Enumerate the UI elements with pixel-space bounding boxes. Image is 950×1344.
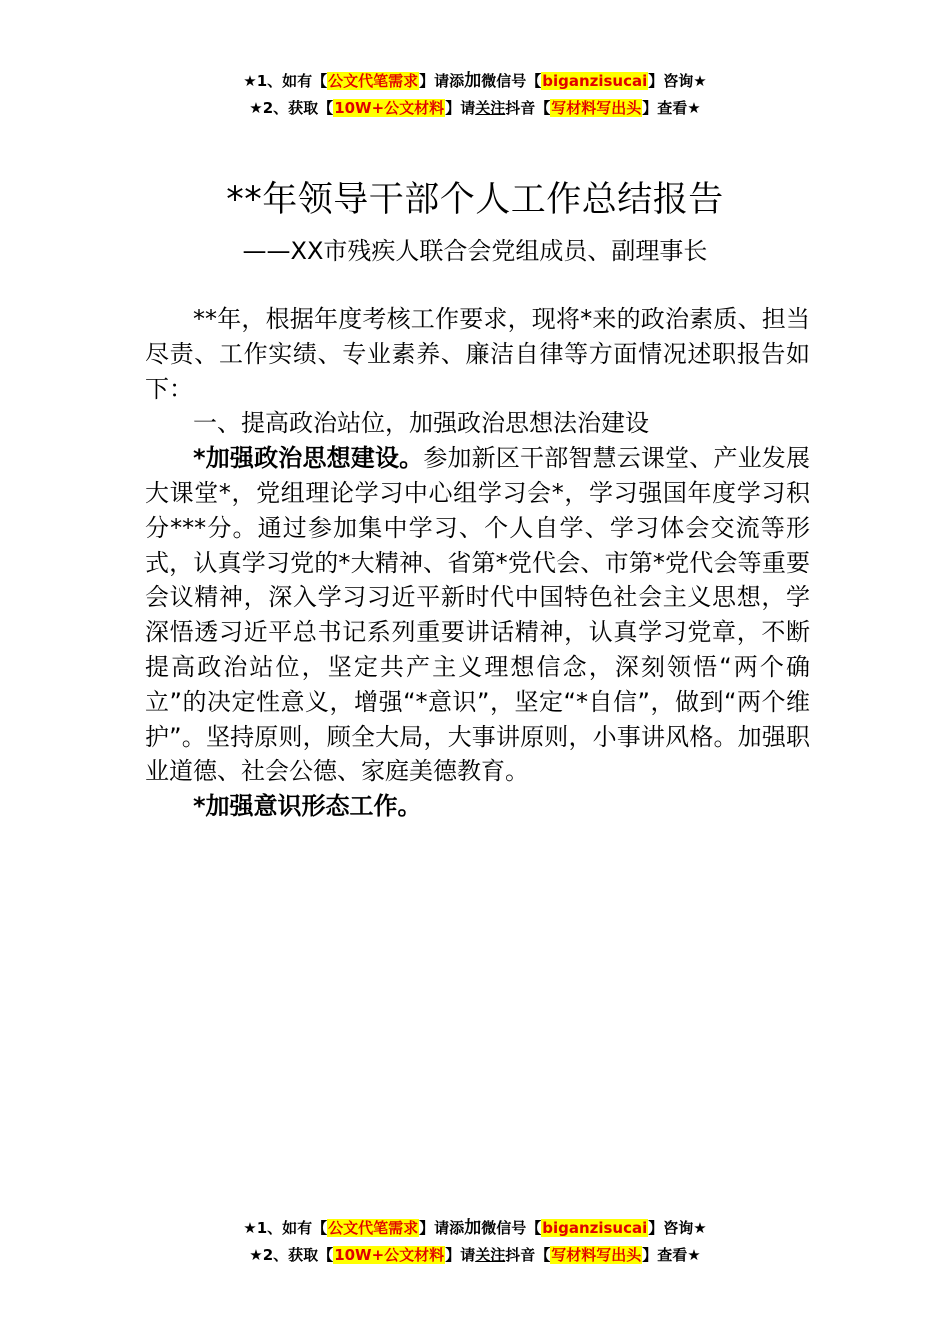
highlight-service: 公文代笔需求 <box>328 1219 419 1237</box>
paragraph-ideology <box>145 789 810 824</box>
document-title: **年领导干部个人工作总结报告 <box>226 180 724 220</box>
banner-line-1: ★1、如有【公文代笔需求】请添加微信号【biganzisucai】咨询★ <box>243 1218 707 1238</box>
banner-line-2: ★2、获取【10W+公文材料】请关注抖音【写材料写出头】查看★ <box>249 1246 701 1264</box>
highlight-materials: 10W+公文材料 <box>334 99 445 117</box>
document-body <box>145 302 810 824</box>
banner-line-2: ★2、获取【10W+公文材料】请关注抖音【写材料写出头】查看★ <box>249 99 701 117</box>
highlight-douyin-account: 写材料写出头 <box>551 1246 642 1264</box>
intro-paragraph: **年，根据年度考核工作要求，现将*来的政治素质、担当尽责、工作实绩、专业素养、廉洁自律等方面情况述职报告如下： <box>145 305 810 403</box>
paragraph-political-building: *加强政治思想建设。参加新区干部智慧云课堂、产业发展大课堂*，党组理论学习中心组学习会*，学习强国年度学习积分***分。通过参加集中学习、个人自学、学习体会交流等形式，认真学习党的*大精神、省第*党代会、市第*党代会等重要会议精神，深入学习习近平新时代中国特色社会主义思想，学深悟透习近平总书记系列重要讲话精神，认真学习党章，不断提高政治站位，坚定共产主义理想信念，深刻领悟“两个确立”的决定性意义，增强“*意识”，坚定“*自信”，做到“两个维护”。坚持原则，顾全大局，大事讲原则，小事讲风格。加强职业道德、社会公德、家庭美德教育。 <box>145 444 810 786</box>
highlight-materials: 10W+公文材料 <box>334 1246 445 1264</box>
highlight-wechat-id: biganzisucai <box>542 72 648 90</box>
banner-line-1: ★1、如有【公文代笔需求】请添加微信号【biganzisucai】咨询★ <box>243 71 707 91</box>
document-subtitle: ——XX市残疾人联合会党组成员、副理事长 <box>242 237 708 265</box>
paragraph-lead: *加强意识形态工作。 <box>193 792 422 821</box>
highlight-douyin-account: 写材料写出头 <box>551 99 642 117</box>
highlight-wechat-id: biganzisucai <box>542 1219 648 1237</box>
header-banner <box>0 68 950 122</box>
paragraph-lead: *加强政治思想建设。 <box>193 444 424 473</box>
footer-banner <box>0 1215 950 1269</box>
section-heading-1: 一、提高政治站位，加强政治思想法治建设 <box>193 409 649 438</box>
highlight-service: 公文代笔需求 <box>328 72 419 90</box>
